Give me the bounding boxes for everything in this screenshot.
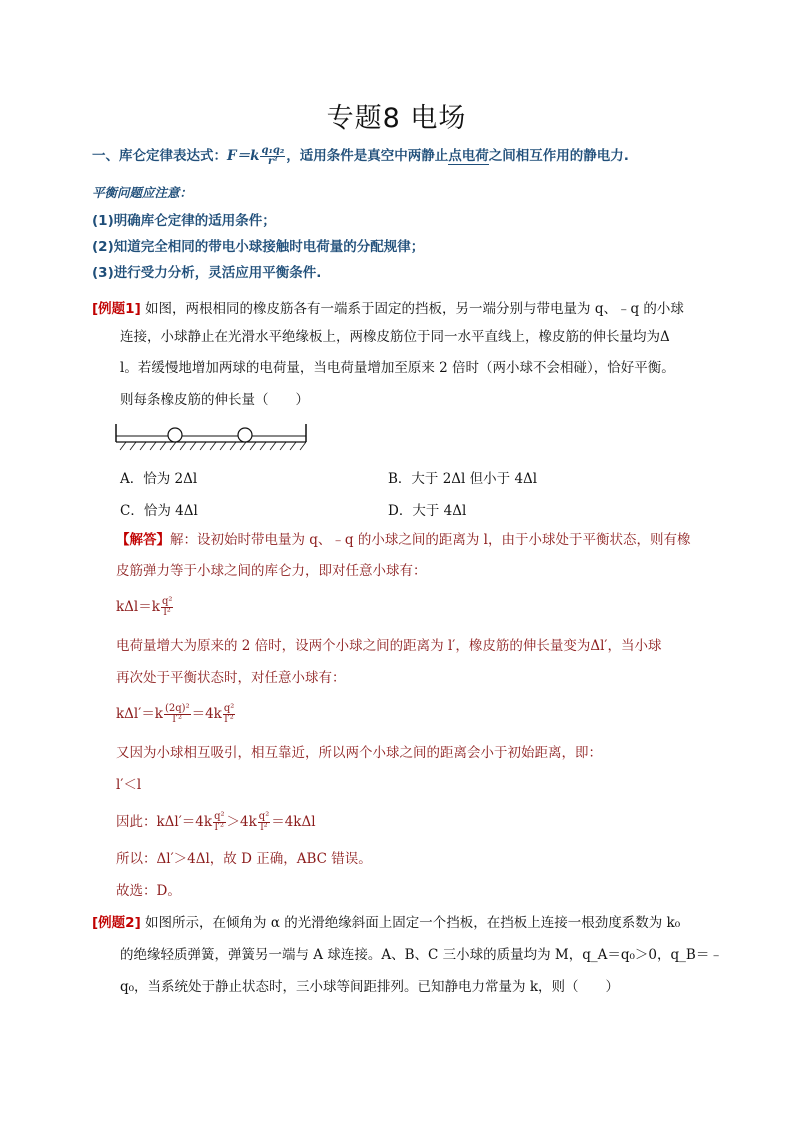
example2-text-1: 如图所示，在倾角为 α 的光滑绝缘斜面上固定一个挡板，在挡板上连接一根劲度系数为 k₀ [145, 915, 681, 931]
solution1-eq3-fraction-2 [258, 812, 270, 833]
example1-line-1 [92, 300, 684, 318]
solution1-eq3-gt: ＞4k [226, 814, 257, 830]
coulomb-law-line [92, 146, 629, 167]
solution1-eq2-num2: q² [223, 703, 235, 714]
solution1-eq3-end: ＝4kΔl [271, 814, 316, 830]
solution1-eq3-num: q² [214, 811, 225, 822]
solution1-eq3-prefix: 因此：kΔl′＝4k [116, 814, 213, 830]
coulomb-suffix-a: ，适用条件是真空中两静止 [286, 148, 449, 164]
balance-item-3: (3)进行受力分析，灵活应用平衡条件. [92, 265, 322, 281]
solution1-line-4: 再次处于平衡状态时，对任意小球有： [116, 670, 346, 686]
solution1-eq3-den2: l² [260, 822, 268, 833]
solution1-line-5: 又因为小球相互吸引，相互靠近，所以两个小球之间的距离会小于初始距离，即： [116, 745, 602, 761]
ball-minus-q [238, 428, 252, 442]
example1-label: [例题1] [92, 301, 141, 317]
solution1-eq2 [116, 704, 236, 725]
solution1-eq1-num: q² [161, 596, 173, 607]
ball-q [168, 428, 182, 442]
solution1-line-2: 皮筋弹力等于小球之间的库仑力，即对任意小球有： [116, 563, 427, 579]
solution1-eq1-lhs: kΔl＝k [116, 599, 160, 615]
page-title: 专题8 电场 [326, 103, 467, 134]
coulomb-formula-numerator: q₁q₂ [261, 145, 285, 156]
example1-line-2: 连接，小球静止在光滑水平绝缘板上，两橡皮筋位于同一水平直线上，橡皮筋的伸长量均为Δ [120, 329, 670, 345]
example2-line-1 [92, 914, 680, 932]
example2-label: [例题2] [92, 915, 141, 931]
example2-line-2: 的绝缘轻质弹簧，弹簧另一端与 A 球连接。A、B、C 三小球的质量均为 M，q_A＝q₀＞0，q_B＝﹣ [120, 947, 723, 963]
solution1-text-1: 解：设初始时带电量为 q、﹣q 的小球之间的距离为 l，由于小球处于平衡状态，则有橡 [170, 532, 691, 548]
example1-option-b: B．大于 2Δl 但小于 4Δl [388, 471, 538, 487]
solution1-eq2-den2: l′² [224, 714, 234, 725]
solution1-eq1 [116, 597, 174, 618]
balance-item-1: (1)明确库仑定律的适用条件； [92, 213, 276, 229]
coulomb-suffix-b: 之间相互作用的静电力. [488, 148, 629, 164]
example1-text-1: 如图，两根相同的橡皮筋各有一端系于固定的挡板，另一端分别与带电量为 q、﹣q 的小球 [145, 301, 684, 317]
coulomb-formula-lhs: F＝k [227, 148, 260, 164]
example1-line-4: 则每条橡皮筋的伸长量（ ） [120, 392, 309, 408]
balance-item-2: (2)知道完全相同的带电小球接触时电荷量的分配规律； [92, 239, 425, 255]
solution1-eq2-mid: ＝4k [191, 706, 222, 722]
coulomb-formula-fraction [260, 146, 285, 167]
example1-option-a: A．恰为 2Δl [120, 471, 198, 487]
solution1-eq2-num: (2q)² [165, 703, 190, 714]
solution1-inequality: l′＜l [116, 777, 142, 793]
solution1-line-1 [116, 531, 690, 549]
balance-heading: 平衡问题应注意： [92, 185, 193, 200]
example1-line-3: l。若缓慢地增加两球的电荷量，当电荷量增加至原来 2 倍时（两小球不会相碰），恰好平衡。 [120, 360, 675, 376]
solution1-eq3-fraction-1 [213, 812, 225, 833]
solution1-eq2-den: l′² [172, 714, 183, 725]
solution1-eq1-fraction [161, 597, 173, 618]
coulomb-point-charge: 点电荷 [448, 148, 489, 164]
solution1-eq2-fraction-1 [164, 704, 191, 725]
solution1-eq3-num2: q² [258, 811, 270, 822]
solution1-line-6: 所以：Δl′＞4Δl，故 D 正确，ABC 错误。 [116, 851, 372, 867]
solution1-eq1-den: l² [163, 607, 171, 618]
solution1-eq3-den: l′² [214, 822, 225, 833]
solution1-tag: 【解答】 [116, 532, 170, 548]
coulomb-prefix: 一、库仑定律表达式： [92, 148, 227, 164]
example2-line-3: q₀，当系统处于静止状态时，三小球等间距排列。已知静电力常量为 k，则（ ） [120, 979, 620, 995]
coulomb-formula-denominator: r² [268, 156, 278, 167]
example1-figure [112, 420, 312, 452]
solution1-line-7: 故选：D。 [116, 883, 181, 899]
solution1-eq2-fraction-2 [223, 704, 235, 725]
example1-option-d: D．大于 4Δl [388, 503, 467, 519]
example1-option-c: C．恰为 4Δl [120, 503, 198, 519]
solution1-line-3: 电荷量增大为原来的 2 倍时，设两个小球之间的距离为 l′，橡皮筋的伸长量变为Δl′，当小球 [116, 638, 662, 654]
solution1-eq2-lhs: kΔl′＝k [116, 706, 163, 722]
solution1-eq3 [116, 812, 316, 833]
